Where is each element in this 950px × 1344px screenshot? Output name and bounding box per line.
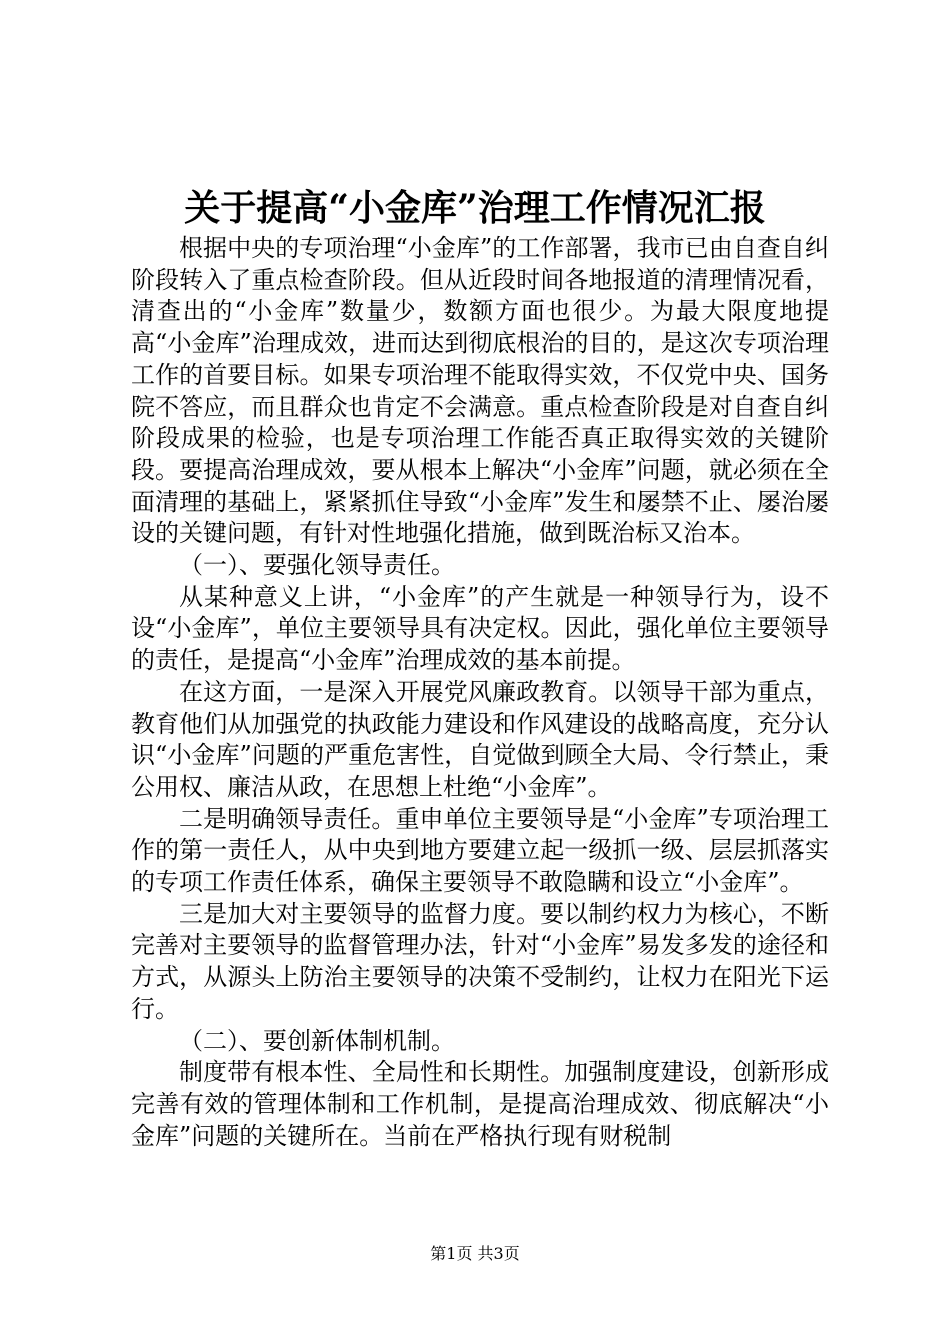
paragraph: 根据中央的专项治理“小金库”的工作部署，我市已由自查自纠阶段转入了重点检查阶段。但从近段时间各地报道的清理情况看，清查出的“小金库”数量少，数额方面也很少。为最大限度地提高“小金库”治理成效，进而达到彻底根治的目的，是这次专项治理工作的首要目标。如果专项治理不能取得实效，不仅党中央、国务院不答应，而且群众也肯定不会满意。重点检查阶段是对自查自纠阶段成果的检验，也是专项治理工作能否真正取得实效的关键阶段。要提高治理成效，要从根本上解决“小金库”问题，就必须在全面清理的基础上，紧紧抓住导致“小金库”发生和屡禁不止、屡治屡设的关键问题，有针对性地强化措施，做到既治标又治本。: [131, 234, 829, 548]
document-title: 关于提高“小金库”治理工作情况汇报: [184, 187, 766, 229]
section-heading: （一）、要强化领导责任。: [179, 551, 455, 580]
paragraph: 二是明确领导责任。重申单位主要领导是“小金库”专项治理工作的第一责任人，从中央到地方要建立起一级抓一级、层层抓落实的专项工作责任体系，确保主要领导不敢隐瞒和设立“小金库”。: [131, 804, 829, 897]
page-footer: 第1页 共3页: [430, 1244, 520, 1263]
section-heading: （二）、要创新体制机制。: [179, 1026, 455, 1055]
paragraph: 三是加大对主要领导的监督力度。要以制约权力为核心，不断完善对主要领导的监督管理办法，针对“小金库”易发多发的途径和方式，从源头上防治主要领导的决策不受制约，让权力在阳光下运行。: [131, 899, 829, 1023]
paragraph: 制度带有根本性、全局性和长期性。加强制度建设，创新形成完善有效的管理体制和工作机制，是提高治理成效、彻底解决“小金库”问题的关键所在。当前在严格执行现有财税制: [131, 1058, 829, 1150]
paragraph: 从某种意义上讲，“小金库”的产生就是一种领导行为，设不设“小金库”，单位主要领导具有决定权。因此，强化单位主要领导的责任，是提高“小金库”治理成效的基本前提。: [131, 582, 829, 675]
document-body: [131, 233, 829, 1152]
paragraph: 在这方面，一是深入开展党风廉政教育。以领导干部为重点，教育他们从加强党的执政能力建设和作风建设的战略高度，充分认识“小金库”问题的严重危害性，自觉做到顾全大局、令行禁止，秉公用权、廉洁从政，在思想上杜绝“小金库”。: [131, 677, 829, 801]
